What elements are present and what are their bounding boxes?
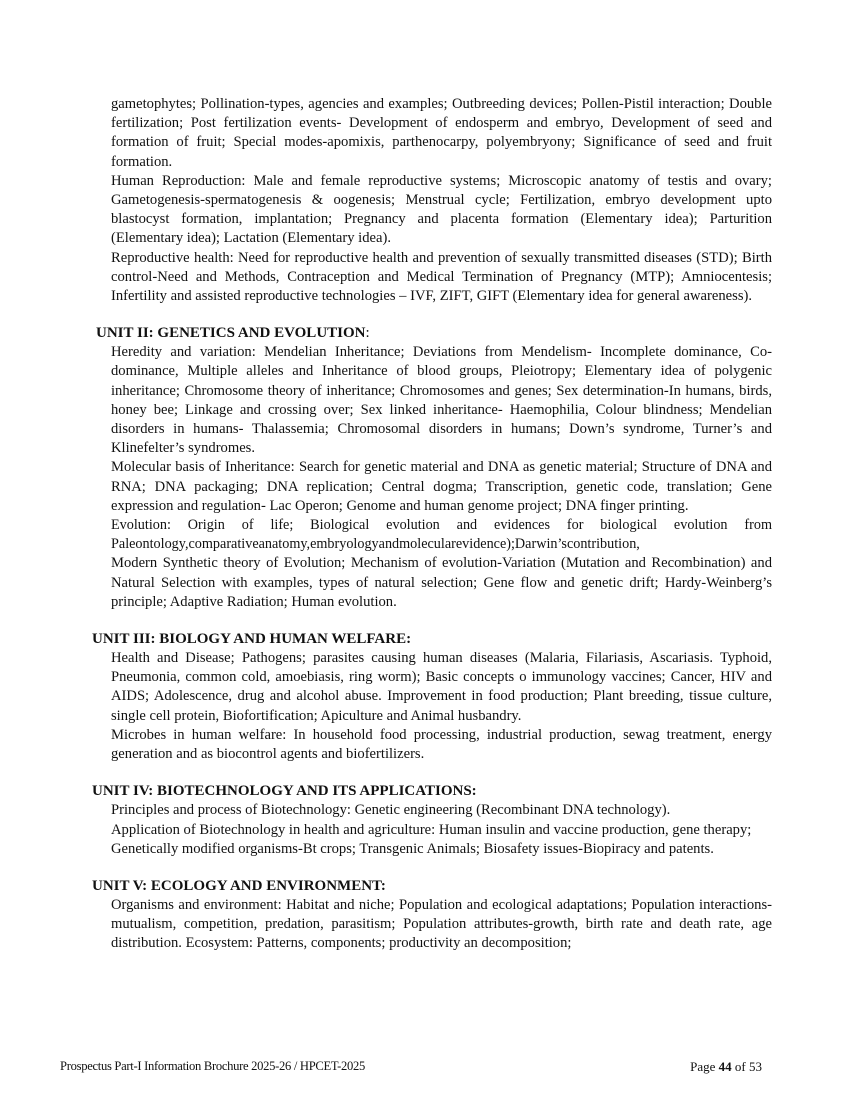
unit-2-paragraph-2: Molecular basis of Inheritance: Search for genetic material and DNA as genetic material; Structure of DNA and RNA; DNA packaging; DNA replication; Central dogma; Transcription, genetic code, translation; Gene expression and regulation- Lac Operon; Genome and human genome project; DNA finger printing. xyxy=(111,459,772,514)
page-content xyxy=(92,95,772,954)
footer-page-suffix: of 53 xyxy=(731,1059,762,1074)
unit-4-heading: UNIT IV: BIOTECHNOLOGY AND ITS APPLICATIONS: xyxy=(92,783,477,800)
intro-paragraph-1: gametophytes; Pollination-types, agencies and examples; Outbreeding devices; Pollen-Pistil interaction; Double fertilization; Post fertilization events- Development of endosperm and embryo, Development of seed and formation of fruit; Special modes-apomixis, parthenocarpy, polyembryony; Significance of seed and fruit formation. xyxy=(111,96,772,170)
unit-3-paragraph-2: Microbes in human welfare: In household food processing, industrial production, sewag treatment, energy generation and as biocontrol agents and biofertilizers. xyxy=(111,726,772,763)
unit-4-paragraph-1: Principles and process of Biotechnology: Genetic engineering (Recombinant DNA technology). xyxy=(111,802,671,819)
intro-paragraph-2: Human Reproduction: Male and female reproductive systems; Microscopic anatomy of testis and ovary; Gametogenesis-spermatogenesis & oogenesis; Menstrual cycle; Fertilization, embryo development upto blastocyst formation, implantation; Pregnancy and placenta formation (Elementary idea); Parturition (Elementary idea); Lactation (Elementary idea). xyxy=(111,172,772,247)
unit-2-paragraph-3: Evolution: Origin of life; Biological evolution and evidences for biological evolution from Paleontology,comparativeanatomy,embryologyandmolecularevidence);Darwin’scontribution, xyxy=(111,517,772,553)
unit-2-paragraph-1: Heredity and variation: Mendelian Inheritance; Deviations from Mendelism- Incomplete dominance, Co-dominance, Multiple alleles and Inheritance of blood groups, Pleiotropy; Elementary idea of polygenic inheritance; Chromosome theory of inheritance; Chromosomes and genes; Sex determination-In humans, birds, honey bee; Linkage and crossing over; Sex linked inheritance- Haemophilia, Colour blindness; Mendelian disorders in humans- Thalassemia; Chromosomal disorders in humans; Down’s syndrome, Turner’s and Klinefelter’s syndromes. xyxy=(111,344,772,457)
footer-page-number xyxy=(690,1059,762,1075)
unit-2-heading-text: UNIT II: GENETICS AND EVOLUTION xyxy=(96,325,366,342)
intro-paragraph-3: Reproductive health: Need for reproductive health and prevention of sexually transmitted diseases (STD); Birth control-Need and Methods, Contraception and Medical Termination of Pregnancy (MTP); Amniocentesis; Infertility and assisted reproductive technologies – IVF, ZIFT, GIFT (Elementary idea for general awareness). xyxy=(111,249,772,305)
unit-2-paragraph-4: Modern Synthetic theory of Evolution; Mechanism of evolution-Variation (Mutation and Recombination) and Natural Selection with examples, types of natural selection; Gene flow and genetic drift; Hardy-Weinberg’s principle; Adaptive Radiation; Human evolution. xyxy=(111,555,772,610)
footer-current-page: 44 xyxy=(718,1059,732,1074)
unit-5-heading: UNIT V: ECOLOGY AND ENVIRONMENT: xyxy=(92,877,386,894)
unit-3-paragraph-1: Health and Disease; Pathogens; parasites causing human diseases (Malaria, Filariasis, Ascariasis. Typhoid, Pneumonia, common cold, amoebiasis, ring worm); Basic concepts o immunology vaccines; Cancer, HIV and AIDS; Adolescence, drug and alcohol abuse. Improvement in food production; Plant breeding, tissue culture, single cell protein, Biofortification; Apiculture and Animal husbandry. xyxy=(111,650,772,724)
unit-3-heading: UNIT III: BIOLOGY AND HUMAN WELFARE: xyxy=(92,631,412,648)
unit-4-paragraph-2: Application of Biotechnology in health and agriculture: Human insulin and vaccine production, gene therapy; Genetically modified organisms-Bt crops; Transgenic Animals; Biosafety issues-Biopiracy and patents. xyxy=(111,821,752,857)
unit-2-heading xyxy=(96,324,772,343)
unit-5-paragraph-1: Organisms and environment: Habitat and niche; Population and ecological adaptations; Population interactions-mutualism, competition, predation, parasitism; Population attributes-growth, birth rate and death rate, age distribution. Ecosystem: Patterns, components; productivity an decomposition; xyxy=(111,896,772,952)
unit-2-heading-colon: : xyxy=(365,325,370,342)
footer-page-prefix: Page xyxy=(690,1059,719,1074)
footer-document-title: Prospectus Part-I Information Brochure 2025-26 / HPCET-2025 xyxy=(60,1059,366,1073)
